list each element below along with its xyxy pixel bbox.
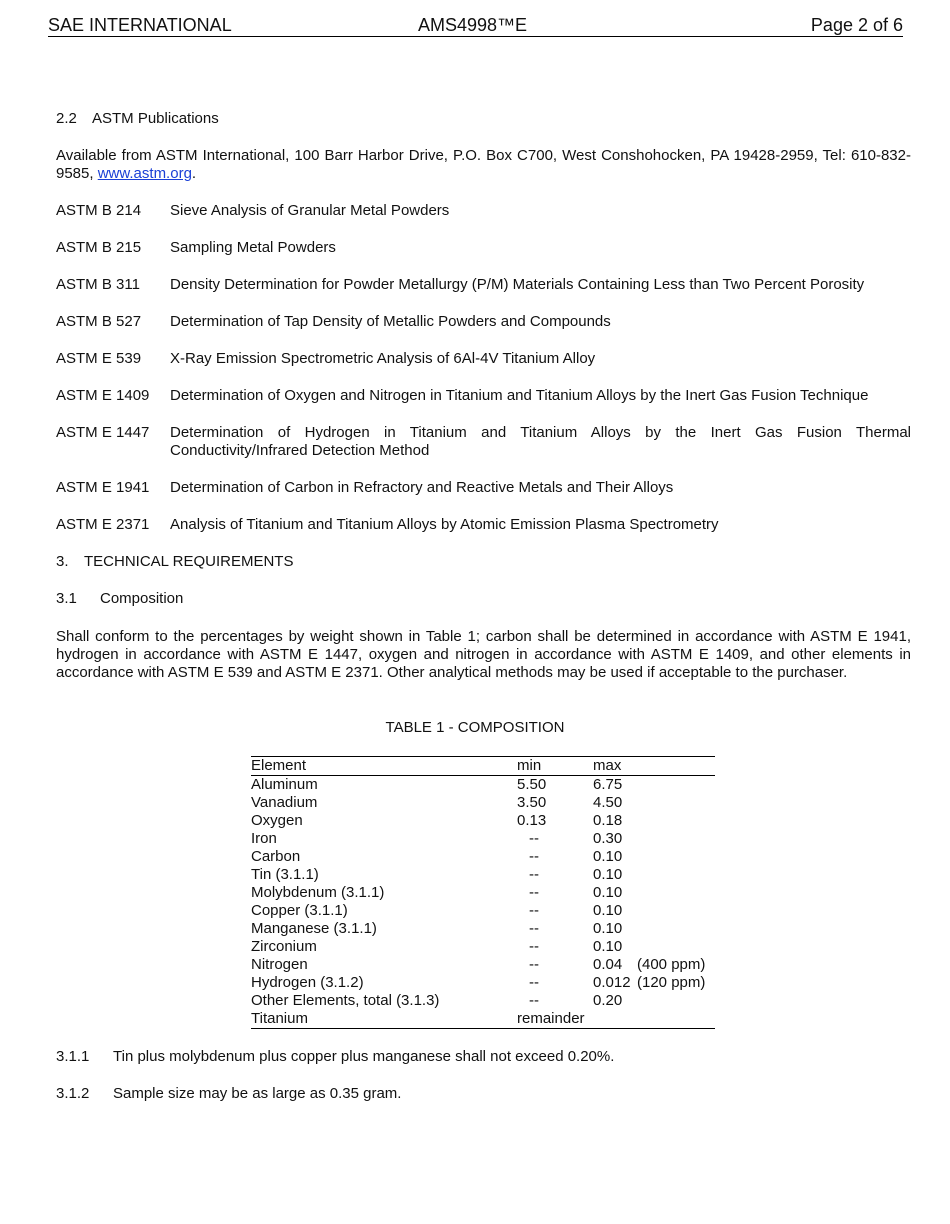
table-row — [251, 938, 715, 956]
cell-element: Zirconium — [251, 938, 317, 955]
header-org: SAE INTERNATIONAL — [48, 15, 232, 35]
cell-max: 6.75 — [593, 776, 623, 793]
cell-note — [637, 938, 715, 956]
cell-max: 4.50 — [593, 794, 623, 811]
section-3-1-1 — [56, 1048, 615, 1066]
table-row — [251, 920, 715, 938]
cell-note — [637, 884, 715, 902]
header-doc-number: AMS4998™E — [418, 15, 528, 35]
cell-min: -- — [529, 902, 539, 919]
cell-max: 0.04 — [593, 956, 623, 973]
table-row — [251, 992, 715, 1010]
publication-code: ASTM E 1447 — [56, 424, 150, 441]
cell-min: -- — [529, 956, 539, 973]
publication-code: ASTM B 214 — [56, 202, 142, 219]
cell-element: Aluminum — [251, 776, 318, 793]
availability-end: . — [191, 165, 197, 182]
publication-code: ASTM B 311 — [56, 276, 140, 293]
cell-min: -- — [529, 830, 539, 847]
table-row — [251, 902, 715, 920]
cell-max: 0.10 — [593, 938, 623, 955]
publication-title: Analysis of Titanium and Titanium Alloys by Atomic Emission Plasma Spectrometry — [170, 516, 719, 533]
cell-min: -- — [529, 866, 539, 883]
section-3-1-heading — [56, 590, 184, 608]
publication-title: X-Ray Emission Spectrometric Analysis of 6Al-4V Titanium Alloy — [170, 350, 596, 367]
cell-element: Vanadium — [251, 794, 318, 811]
table-row — [251, 866, 715, 884]
section-number: 3. — [56, 553, 69, 570]
section-3-heading — [56, 553, 294, 571]
section-2-2-heading — [56, 110, 219, 128]
section-title: Composition — [100, 590, 184, 607]
cell-min: 5.50 — [517, 776, 547, 793]
publication-title: Density Determination for Powder Metallurgy (P/M) Materials Containing Less than Two Percent Porosity — [170, 276, 865, 293]
composition-paragraph: Shall conform to the percentages by weight shown in Table 1; carbon shall be determined in accordance with ASTM E 1941, hydrogen in accordance with ASTM E 1447, oxygen and nitrogen in accordance with ASTM E 1409, and other elements in accordance with ASTM E 539 and ASTM E 2371. Other analytical methods may be used if acceptable to the purchaser. — [56, 628, 911, 681]
publication-code: ASTM B 527 — [56, 313, 142, 330]
cell-min: -- — [529, 938, 539, 955]
cell-note — [637, 1010, 715, 1029]
table-row — [251, 776, 715, 795]
astm-availability-paragraph — [56, 147, 911, 183]
cell-max — [593, 1010, 637, 1029]
cell-note — [637, 776, 715, 795]
table-row — [251, 830, 715, 848]
cell-element: Copper (3.1.1) — [251, 902, 348, 919]
header-note — [637, 757, 715, 776]
cell-min: -- — [529, 992, 539, 1009]
cell-note — [637, 848, 715, 866]
section-number: 3.1.1 — [56, 1048, 90, 1065]
section-number: 2.2 — [56, 110, 77, 127]
cell-max: 0.10 — [593, 848, 623, 865]
table-row — [251, 884, 715, 902]
section-title: TECHNICAL REQUIREMENTS — [84, 553, 294, 570]
table-title: TABLE 1 - COMPOSITION — [385, 719, 565, 736]
cell-note — [637, 812, 715, 830]
publication-code: ASTM E 539 — [56, 350, 142, 367]
availability-text: Available from ASTM International, 100 Barr Harbor Drive, P.O. Box C700, West Conshohocken, PA 19428-2959, Tel: 610-832-9585, — [56, 147, 911, 182]
cell-element: Titanium — [251, 1010, 517, 1029]
section-body: Sample size may be as large as 0.35 gram. — [113, 1085, 402, 1102]
publication-title: Sampling Metal Powders — [170, 239, 336, 256]
table-row — [251, 794, 715, 812]
cell-element: Other Elements, total (3.1.3) — [251, 992, 440, 1009]
page-header — [48, 14, 903, 37]
publication-code: ASTM E 2371 — [56, 516, 150, 533]
astm-website-link[interactable]: www.astm.org — [97, 165, 192, 182]
cell-element: Iron — [251, 830, 277, 847]
cell-min: -- — [529, 848, 539, 865]
cell-element: Tin (3.1.1) — [251, 866, 319, 883]
cell-element: Oxygen — [251, 812, 303, 829]
table-row — [251, 956, 715, 974]
section-body: Tin plus molybdenum plus copper plus manganese shall not exceed 0.20%. — [113, 1048, 615, 1065]
cell-note — [637, 920, 715, 938]
cell-note — [637, 830, 715, 848]
publication-code: ASTM E 1941 — [56, 479, 150, 496]
section-number: 3.1 — [56, 590, 77, 607]
cell-note — [637, 866, 715, 884]
cell-min: remainder — [517, 1010, 593, 1029]
cell-note: (400 ppm) — [637, 956, 706, 973]
section-title: ASTM Publications — [92, 110, 219, 127]
header-page-number: Page 2 of 6 — [810, 15, 903, 35]
publication-title: Determination of Oxygen and Nitrogen in Titanium and Titanium Alloys by the Inert Gas Fusion Technique — [170, 387, 869, 404]
cell-element: Nitrogen — [251, 956, 308, 973]
cell-min: -- — [529, 920, 539, 937]
cell-element: Molybdenum (3.1.1) — [251, 884, 385, 901]
table-row — [251, 1010, 715, 1029]
cell-note: (120 ppm) — [637, 974, 706, 991]
cell-max: 0.012 — [593, 974, 631, 991]
cell-note — [637, 992, 715, 1010]
publication-title: Determination of Tap Density of Metallic Powders and Compounds — [170, 313, 611, 330]
table-row — [251, 974, 715, 992]
cell-min: 3.50 — [517, 794, 547, 811]
composition-table — [251, 756, 715, 1029]
table-row — [251, 812, 715, 830]
table-row — [251, 848, 715, 866]
publication-code: ASTM E 1409 — [56, 387, 150, 404]
cell-note — [637, 794, 715, 812]
cell-max: 0.20 — [593, 992, 623, 1009]
cell-max: 0.10 — [593, 920, 623, 937]
publication-title: Determination of Hydrogen in Titanium and Titanium Alloys by the Inert Gas Fusion Thermal Conductivity/Infrared Detection Method — [170, 424, 911, 459]
header-max: max — [593, 757, 637, 776]
section-number: 3.1.2 — [56, 1085, 90, 1102]
cell-note — [637, 902, 715, 920]
cell-max: 0.10 — [593, 884, 623, 901]
cell-min: 0.13 — [517, 812, 547, 829]
publication-code: ASTM B 215 — [56, 239, 142, 256]
cell-max: 0.30 — [593, 830, 623, 847]
cell-min: -- — [529, 974, 539, 991]
header-element: Element — [251, 757, 517, 776]
table-header-row — [251, 757, 715, 776]
cell-min: -- — [529, 884, 539, 901]
cell-element: Hydrogen (3.1.2) — [251, 974, 364, 991]
cell-element: Manganese (3.1.1) — [251, 920, 377, 937]
cell-max: 0.18 — [593, 812, 623, 829]
cell-element: Carbon — [251, 848, 301, 865]
publication-title: Sieve Analysis of Granular Metal Powders — [170, 202, 450, 219]
cell-max: 0.10 — [593, 902, 623, 919]
header-min: min — [517, 757, 593, 776]
publication-title: Determination of Carbon in Refractory and Reactive Metals and Their Alloys — [170, 479, 674, 496]
section-3-1-2 — [56, 1085, 402, 1103]
cell-max: 0.10 — [593, 866, 623, 883]
